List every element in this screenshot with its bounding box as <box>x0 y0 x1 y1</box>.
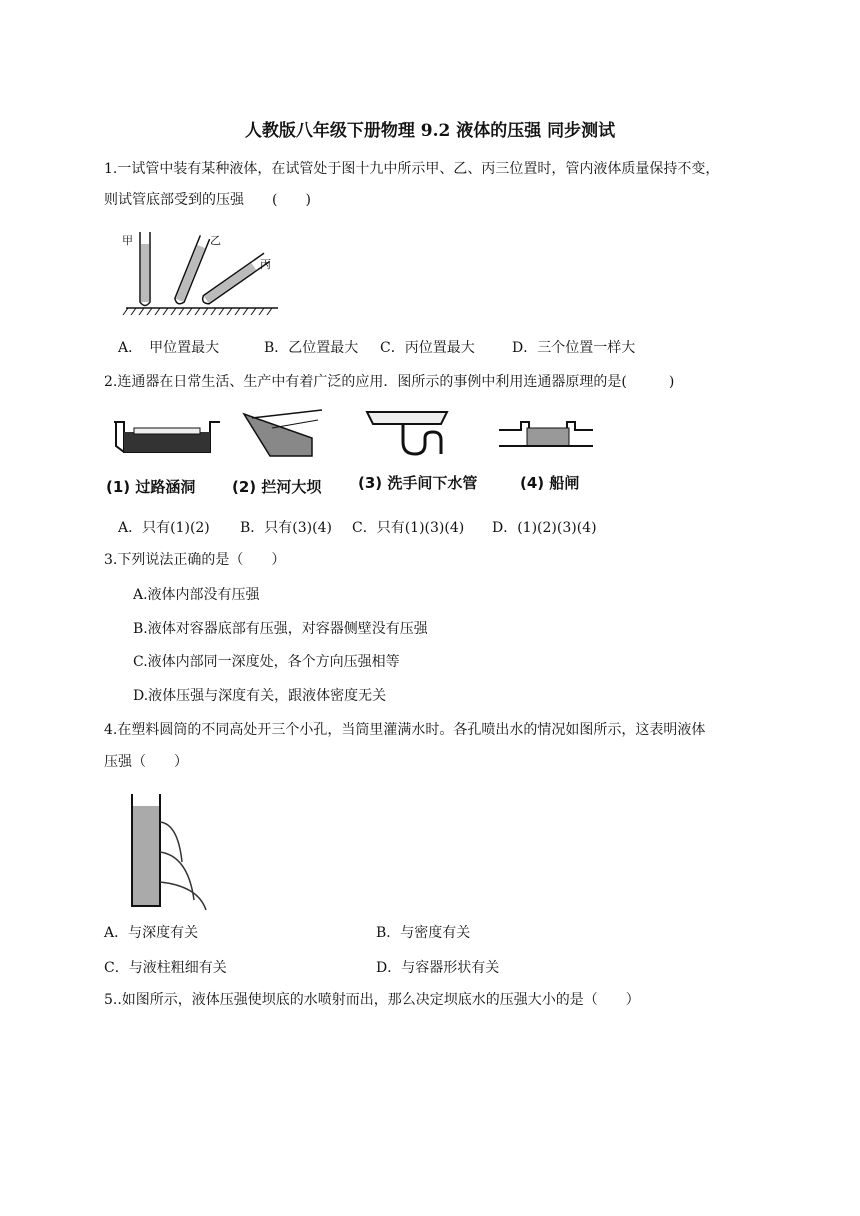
q4-stem-line2: 压强（ ） <box>104 754 188 770</box>
ship-lock-figure <box>499 422 593 446</box>
q5-stem: 5..如图所示，液体压强使坝底的水喷射而出，那么决定坝底水的压强大小的是（ ） <box>104 992 640 1008</box>
q2-option-d: D．(1)(2)(3)(4) <box>492 520 597 536</box>
q1-stem-line2: 则试管底部受到的压强 ( ) <box>104 192 311 208</box>
q1-label-jia: 甲 <box>122 234 133 247</box>
q2-caption-3: (3) 洗手间下水管 <box>358 474 478 492</box>
q1-option-b: B．乙位置最大 <box>264 340 359 356</box>
q2-option-b: B．只有(3)(4) <box>240 520 332 536</box>
q1-label-yi: 乙 <box>210 234 221 247</box>
culvert-figure <box>114 422 220 452</box>
q1-figure <box>118 226 283 321</box>
q1-option-d: D．三个位置一样大 <box>512 340 636 356</box>
q4-stem-line1: 4.在塑料圆筒的不同高处开三个小孔，当筒里灌满水时。各孔喷出水的情况如图所示，这表明液体 <box>104 722 706 738</box>
q3-option-c: C.液体内部同一深度处，各个方向压强相等 <box>133 654 400 670</box>
q1-stem-line1: 1.一试管中装有某种液体，在试管处于图十九中所示甲、乙、丙三位置时，管内液体质量保持不变， <box>104 161 720 177</box>
q4-option-d: D．与容器形状有关 <box>376 960 500 976</box>
q4-option-b: B．与密度有关 <box>376 925 471 941</box>
q4-option-a: A．与深度有关 <box>104 925 199 941</box>
q2-stem: 2.连通器在日常生活、生产中有着广泛的应用．图所示的事例中利用连通器原理的是( ) <box>104 374 675 390</box>
q3-option-b: B.液体对容器底部有压强，对容器侧壁没有压强 <box>133 621 428 637</box>
q3-option-a: A.液体内部没有压强 <box>133 587 260 603</box>
dam-figure <box>244 410 322 456</box>
q3-stem: 3.下列说法正确的是（ ） <box>104 552 286 568</box>
q2-option-a: A．只有(1)(2) <box>118 520 210 536</box>
q1-option-c: C．丙位置最大 <box>380 340 475 356</box>
q2-option-c: C．只有(1)(3)(4) <box>352 520 465 536</box>
water-jet-cylinder-figure <box>128 792 218 912</box>
page-title: 人教版八年级下册物理 9.2 液体的压强 同步测试 <box>244 121 616 141</box>
sink-drain-figure <box>367 412 447 454</box>
q2-caption-2: (2) 拦河大坝 <box>232 478 322 496</box>
q2-caption-1: (1) 过路涵洞 <box>106 478 196 496</box>
q1-label-bing: 丙 <box>260 258 271 271</box>
q3-option-d: D.液体压强与深度有关，跟液体密度无关 <box>133 688 387 704</box>
connected-vessels-figures <box>112 408 592 468</box>
q4-option-c: C．与液柱粗细有关 <box>104 960 227 976</box>
test-tubes-diagram <box>118 226 283 321</box>
q2-caption-4: (4) 船闸 <box>520 474 580 492</box>
q1-option-a: A． 甲位置最大 <box>118 340 220 356</box>
